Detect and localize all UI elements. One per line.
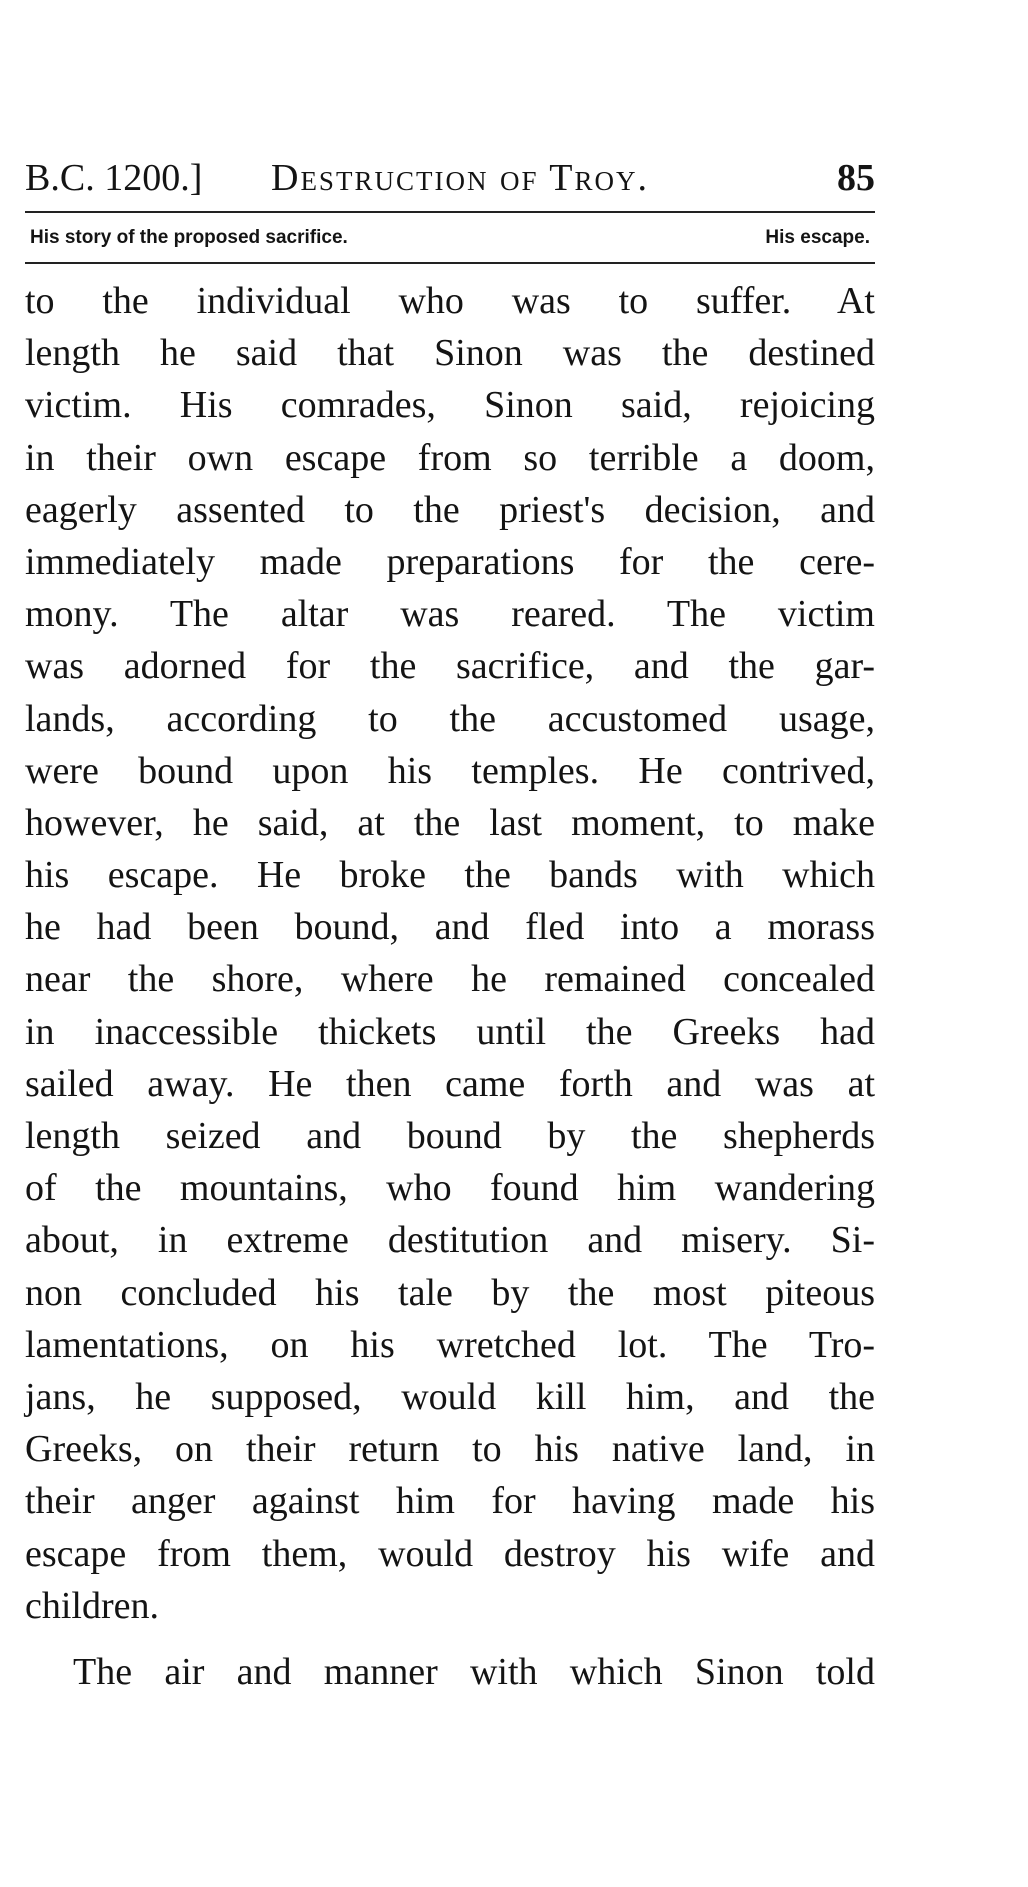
text-line: were bound upon his temples. He contrived, [25, 749, 875, 792]
text-line: children. [25, 1584, 160, 1627]
text-line: escape from them, would destroy his wife and [25, 1532, 875, 1575]
paragraph-1 [25, 275, 875, 1632]
text-line: however, he said, at the last moment, to make [25, 801, 875, 844]
page-number: 85 [837, 157, 875, 199]
text-line: their anger against him for having made his [25, 1480, 875, 1523]
subheading-left: His story of the proposed sacrifice. [30, 227, 348, 248]
running-head [25, 150, 875, 206]
header-rule-top [25, 211, 875, 213]
text-line: jans, he supposed, would kill him, and the [25, 1375, 875, 1418]
body-text [25, 275, 875, 1698]
text-line: near the shore, where he remained concealed [25, 958, 875, 1001]
header-rule-bottom [25, 262, 875, 264]
text-line: The air and manner with which Sinon told [73, 1650, 875, 1693]
marginal-subheading [30, 220, 870, 256]
text-line: mony. The altar was reared. The victim [25, 593, 875, 636]
text-line: in inaccessible thickets until the Greeks had [25, 1010, 875, 1053]
text-line: he had been bound, and fled into a morass [25, 906, 875, 949]
subheading-right: His escape. [765, 227, 870, 248]
text-line: of the mountains, who found him wandering [25, 1167, 875, 1210]
text-line: lamentations, on his wretched lot. The Tro- [25, 1323, 875, 1366]
text-line: was adorned for the sacrifice, and the gar- [25, 645, 875, 688]
text-line: sailed away. He then came forth and was at [25, 1062, 875, 1105]
text-line: his escape. He broke the bands with which [25, 854, 875, 897]
text-line: victim. His comrades, Sinon said, rejoicing [25, 384, 875, 427]
text-line: to the individual who was to suffer. At [25, 280, 875, 322]
paragraph-gap [25, 1632, 875, 1646]
paragraph-2 [25, 1646, 875, 1698]
text-line: eagerly assented to the priest's decision, and [25, 488, 875, 531]
text-line: length seized and bound by the shepherds [25, 1115, 875, 1157]
text-line: immediately made preparations for the cere- [25, 540, 875, 583]
chapter-title: Destruction of Troy. [271, 157, 649, 199]
text-line: about, in extreme destitution and misery. Si- [25, 1219, 875, 1262]
text-line: in their own escape from so terrible a doom, [25, 436, 875, 479]
text-line: Greeks, on their return to his native land, in [25, 1428, 875, 1471]
text-line: lands, according to the accustomed usage, [25, 697, 875, 740]
header-date: B.C. 1200.] [25, 157, 203, 199]
text-line: non concluded his tale by the most piteous [25, 1271, 875, 1314]
text-line: length he said that Sinon was the destined [25, 332, 875, 375]
